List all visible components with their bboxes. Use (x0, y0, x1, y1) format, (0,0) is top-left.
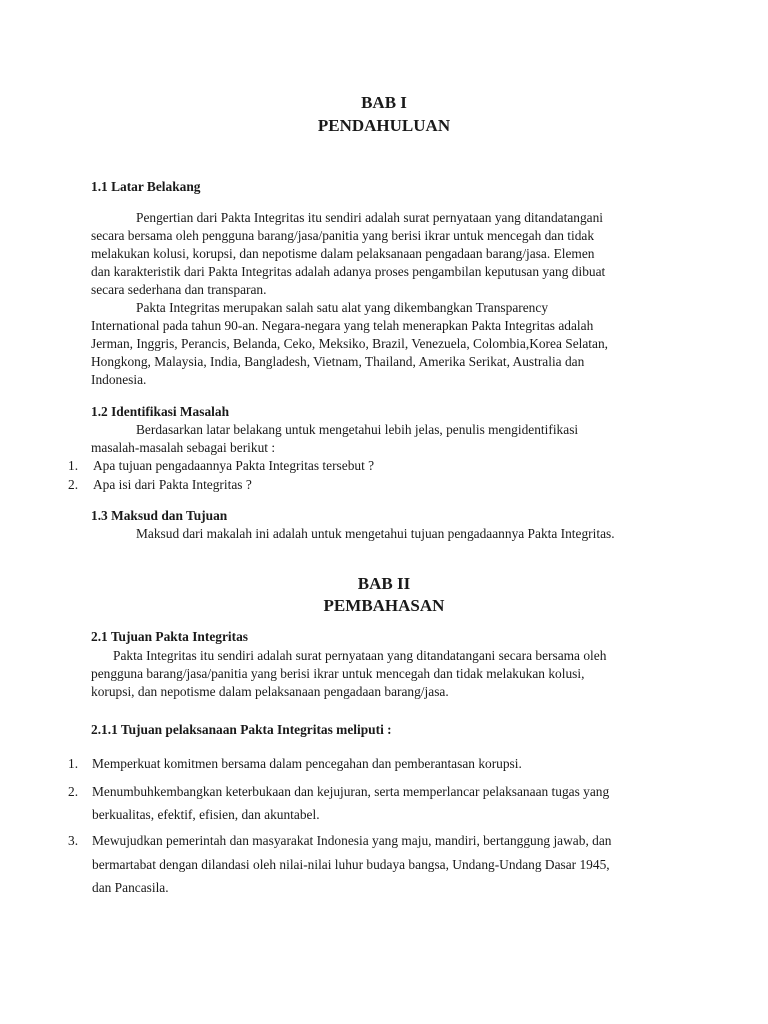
list-item: Mewujudkan pemerintah dan masyarakat Indonesia yang maju, mandiri, bertanggung jawab, dan (92, 833, 612, 848)
paragraph-line: Pengertian dari Pakta Integritas itu sendiri adalah surat pernyataan yang ditandatangani (136, 210, 604, 225)
paragraph-line: dan karakteristik dari Pakta Integritas adalah adanya proses pengambilan keputusan yang dibuat (91, 264, 606, 279)
section-heading-1-3: 1.3 Maksud dan Tujuan (91, 508, 228, 523)
section-heading-2-1-1: 2.1.1 Tujuan pelaksanaan Pakta Integritas meliputi : (91, 722, 392, 737)
list-number: 3. (68, 833, 79, 848)
paragraph-line: Pakta Integritas merupakan salah satu alat yang dikembangkan Transparency (136, 300, 549, 315)
list-item-continued: berkualitas, efektif, efisien, dan akuntabel. (92, 807, 320, 822)
list-number: 2. (68, 784, 79, 799)
list-item: Apa tujuan pengadaannya Pakta Integritas tersebut ? (93, 458, 375, 473)
paragraph-line: melakukan kolusi, korupsi, dan nepotisme dalam pelaksanaan pengadaan barang/jasa. Elemen (91, 246, 595, 261)
section-heading-1-2: 1.2 Identifikasi Masalah (91, 404, 230, 419)
chapter-title: PEMBAHASAN (323, 596, 445, 615)
paragraph-line: Hongkong, Malaysia, India, Bangladesh, Vietnam, Thailand, Amerika Serikat, Australia dan (91, 354, 585, 369)
paragraph-line: Maksud dari makalah ini adalah untuk mengetahui tujuan pengadaannya Pakta Integritas. (136, 526, 615, 541)
section-heading-1-1: 1.1 Latar Belakang (91, 179, 201, 194)
paragraph-line: masalah-masalah sebagai berikut : (91, 440, 276, 455)
paragraph-line: secara sederhana dan transparan. (91, 282, 267, 297)
paragraph-line: Jerman, Inggris, Perancis, Belanda, Ceko, Meksiko, Brazil, Venezuela, Colombia,Korea Selatan, (91, 336, 609, 351)
paragraph-line: secara bersama oleh pengguna barang/jasa/panitia yang berisi ikrar untuk mencegah dan tidak (91, 228, 595, 243)
list-item: Memperkuat komitmen bersama dalam pencegahan dan pemberantasan korupsi. (92, 756, 522, 771)
paragraph-line: Berdasarkan latar belakang untuk mengetahui lebih jelas, penulis mengidentifikasi (136, 422, 579, 437)
list-number: 2. (68, 477, 79, 492)
list-number: 1. (68, 756, 79, 771)
paragraph-line: International pada tahun 90-an. Negara-negara yang telah menerapkan Pakta Integritas adalah (91, 318, 594, 333)
list-item-continued: bermartabat dengan dilandasi oleh nilai-nilai luhur budaya bangsa, Undang-Undang Dasar 1945, (92, 857, 610, 872)
list-item: Menumbuhkembangkan keterbukaan dan kejujuran, serta memperlancar pelaksanaan tugas yang (92, 784, 610, 799)
chapter-number: BAB I (361, 93, 407, 112)
chapter-title: PENDAHULUAN (317, 116, 451, 135)
list-item: Apa isi dari Pakta Integritas ? (93, 477, 252, 492)
list-item-continued: dan Pancasila. (92, 880, 169, 895)
paragraph-line: korupsi, dan nepotisme dalam pelaksanaan pengadaan barang/jasa. (91, 684, 449, 699)
paragraph-line: Indonesia. (91, 372, 147, 387)
section-heading-2-1: 2.1 Tujuan Pakta Integritas (91, 629, 248, 644)
paragraph-line: pengguna barang/jasa/panitia yang berisi ikrar untuk mencegah dan tidak melakukan kolusi, (91, 666, 585, 681)
chapter-number: BAB II (357, 574, 411, 593)
paragraph-line: Pakta Integritas itu sendiri adalah surat pernyataan yang ditandatangani secara bersama oleh (113, 648, 607, 663)
list-number: 1. (68, 458, 79, 473)
